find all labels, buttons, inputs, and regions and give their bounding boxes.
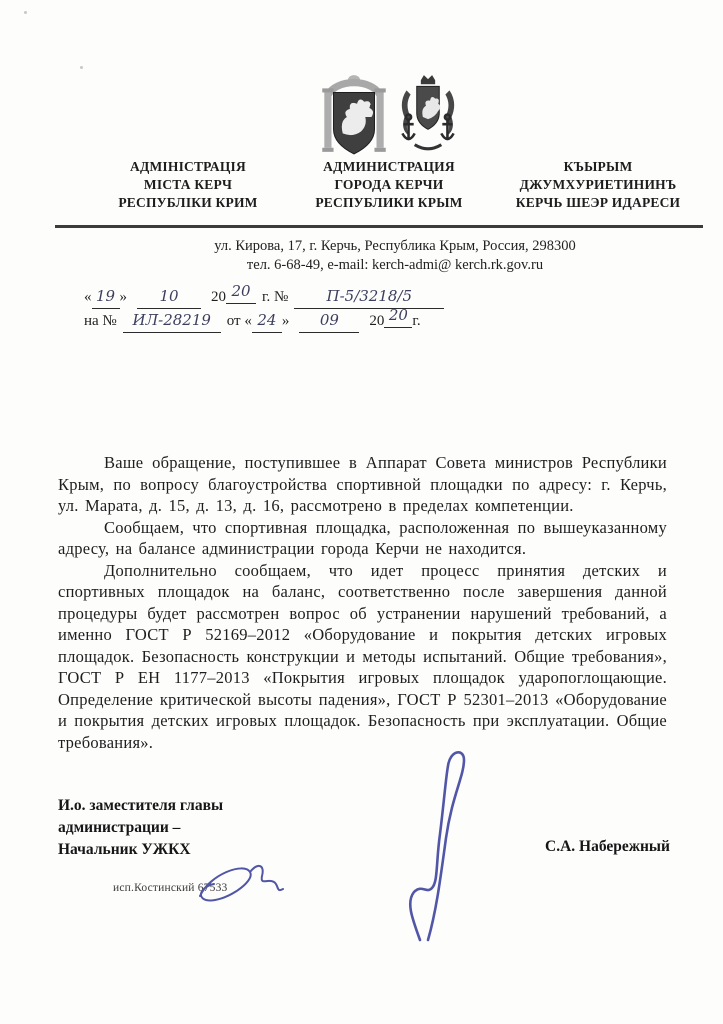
body-paragraph-3: Дополнительно сообщаем, что идет процесс принятия детских и спортивных площадок на баланс, соответственно после завершения данной процедуры будет рассмотрен вопрос об устранении нарушений требований, а именно ГОСТ Р 52169–2012 «Оборудование и покрытия детских игровых площадок. Безопасность конструкции и методы испытаний. Общие требования», ГОСТ Р ЕН 1177–2013 «Покрытия игровых площадок ударопоглощающие. Определение критической высоты падения», ГОСТ Р 52301–2013 «Оборудование и покрытия детских игровых площадок. Безопасность при эксплуатации. Общие требования». (58, 560, 667, 752)
org-line: РЕСПУБЛІКИ КРИМ (118, 195, 258, 210)
signer-position-line: администрации – (58, 819, 181, 836)
letter-body (58, 452, 667, 753)
incoming-ref-handwritten: ИЛ-28219 (123, 309, 221, 333)
requisites-block (84, 282, 444, 333)
org-line: АДМИНИСТРАЦИЯ (323, 159, 455, 174)
contact-line: тел. 6-68-49, e-mail: kerch-admi@ kerch.rk.gov.ru (246, 257, 544, 273)
outgoing-day-handwritten: 19 (92, 285, 120, 309)
org-line: ДЖУМХУРИЕТИНИНЪ (519, 177, 677, 192)
quote-close: » (119, 289, 127, 305)
scan-speck (24, 11, 27, 14)
from-label: от (226, 313, 241, 329)
address-block (90, 237, 700, 275)
body-paragraph-2: Сообщаем, что спортивная площадка, расположенная по вышеуказанному адресу, на балансе администрации города Керчи не находится. (58, 517, 667, 558)
incoming-month-handwritten: 09 (299, 309, 359, 333)
letterhead-emblems (322, 72, 472, 158)
incoming-day-handwritten: 24 (252, 309, 282, 333)
outgoing-month-handwritten: 10 (137, 285, 201, 309)
org-line: КЪЫРЫМ (563, 159, 633, 174)
handwritten-signature (392, 742, 512, 942)
organization-header (88, 158, 706, 212)
org-name-ukrainian (88, 158, 288, 212)
org-line: КЕРЧЬ ШЕЭР ИДАРЕСИ (515, 195, 681, 210)
signer-position-line: Начальник УЖКХ (58, 841, 191, 858)
outgoing-year-handwritten: 20 (226, 280, 256, 304)
signer-position-line: И.о. заместителя главы (58, 797, 224, 814)
signer-name: С.А. Набережный (545, 838, 670, 855)
org-name-russian (294, 158, 484, 212)
year-prefix: 20 (369, 313, 385, 329)
year-suffix: г. (412, 313, 421, 329)
outgoing-number-handwritten: П-5/3218/5 (294, 285, 444, 309)
header-divider (55, 225, 703, 228)
scan-speck (80, 66, 83, 69)
org-line: ГОРОДА КЕРЧИ (334, 177, 444, 192)
executor-line: исп.Костинский 67533 (113, 882, 228, 894)
number-label: г. № (262, 289, 289, 305)
crimea-coat-of-arms-icon (322, 72, 386, 158)
postal-address: ул. Кирова, 17, г. Керчь, Республика Крым, Россия, 298300 (214, 238, 576, 254)
kerch-city-coat-of-arms-icon (396, 72, 460, 158)
body-paragraph-1: Ваше обращение, поступившее в Аппарат Совета министров Республики Крым, по вопросу благоустройства спортивной площадки по адресу: г. Керчь, ул. Марата, д. 15, д. 13, д. 16, рассмотрено в пределах компетенции. (58, 453, 667, 515)
org-line: РЕСПУБЛИКИ КРЫМ (315, 195, 463, 210)
incoming-number-line (84, 306, 444, 333)
quote-open: « (244, 313, 252, 329)
executor-paraph (192, 856, 307, 914)
incoming-year-handwritten: 20 (384, 304, 412, 328)
incoming-label: на № (84, 313, 117, 329)
quote-close: » (281, 313, 290, 329)
year-prefix: 20 (211, 289, 226, 305)
org-line: АДМІНІСТРАЦІЯ (130, 159, 246, 174)
quote-open: « (84, 289, 92, 305)
org-line: МІСТА КЕРЧ (143, 177, 233, 192)
signer-position (58, 795, 223, 861)
org-name-crimean-tatar (490, 158, 706, 212)
